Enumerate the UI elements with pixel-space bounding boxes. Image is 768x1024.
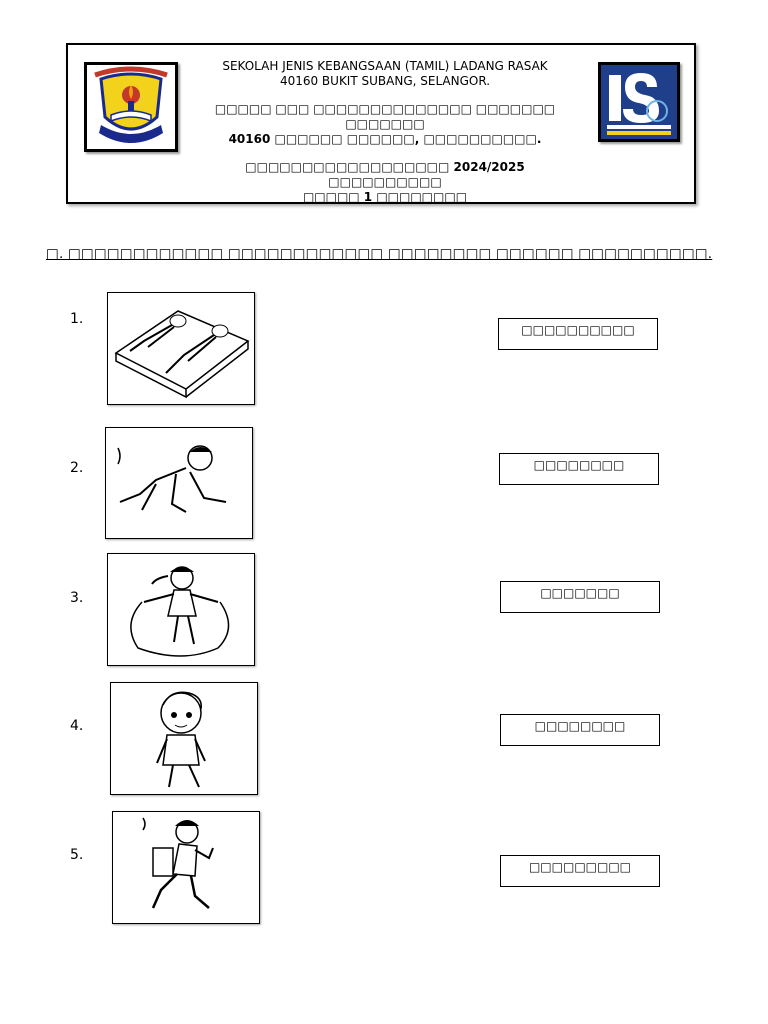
question-number: 1.	[70, 311, 84, 327]
answer-box	[500, 855, 660, 887]
answer-box	[498, 318, 658, 350]
answer-box	[500, 581, 660, 613]
school-name: SEKOLAH JENIS KEBANGSAAN (TAMIL) LADANG RASAK	[222, 59, 548, 73]
answer-box	[499, 453, 659, 485]
answer-label: □□□□□□□	[540, 586, 620, 600]
school-crest-icon	[84, 62, 178, 152]
running-picture	[112, 811, 260, 924]
subject-title: □□□□□□□□□□	[328, 175, 442, 189]
school-address: 40160 BUKIT SUBANG, SELANGOR.	[279, 74, 491, 88]
year-title: □□□□□ 1 □□□□□□□□	[302, 190, 468, 204]
assessment-title: □□□□□□□□□□□□□□□□□□ 2024/2025	[245, 160, 525, 174]
question-number: 3.	[70, 590, 84, 606]
lying-down-picture	[107, 292, 255, 405]
question-number: 4.	[70, 718, 84, 734]
walking-picture	[110, 682, 258, 795]
header-text-block	[188, 59, 582, 205]
worksheet-header	[66, 43, 696, 204]
skipping-rope-picture	[107, 553, 255, 666]
answer-label: □□□□□□□□	[534, 719, 626, 733]
question-number: 5.	[70, 847, 84, 863]
answer-box	[500, 714, 660, 746]
crawling-picture	[105, 427, 253, 539]
answer-label: □□□□□□□□□	[528, 860, 632, 874]
answer-label: □□□□□□□□□□	[521, 323, 635, 337]
question-number: 2.	[70, 460, 84, 476]
school-address-tamil: 40160 □□□□□□ □□□□□□, □□□□□□□□□□.	[228, 132, 542, 146]
school-name-tamil: □□□□□ □□□ □□□□□□□□□□□□□□ □□□□□□□ □□□□□□□	[214, 102, 556, 131]
instruction-text: □. □□□□□□□□□□□□ □□□□□□□□□□□□ □□□□□□□□ □□□□□□ □□□□□□□□□□.	[46, 246, 713, 262]
transformation-program-logo-icon	[598, 62, 680, 142]
answer-label: □□□□□□□□	[533, 458, 625, 472]
